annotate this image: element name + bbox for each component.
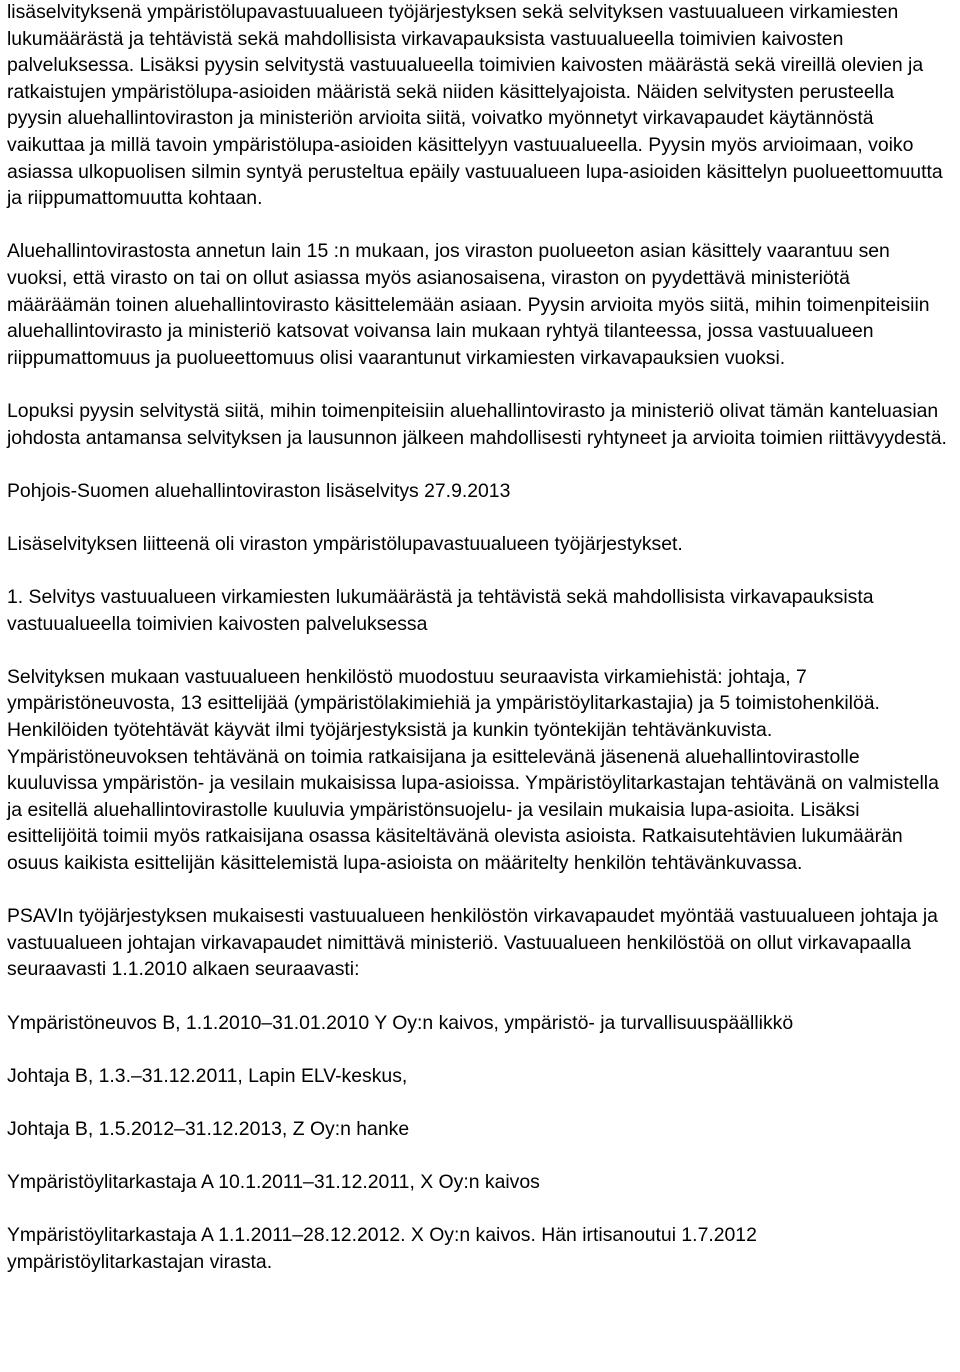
leave-entry: Ympäristöylitarkastaja A 10.1.2011–31.12.2011, X Oy:n kaivos — [7, 1171, 540, 1194]
leave-entry: Johtaja B, 1.5.2012–31.12.2013, Z Oy:n hanke — [7, 1117, 410, 1140]
paragraph-attachment-note: Lisäselvityksen liitteenä oli viraston ympäristölupavastuualueen työjärjestykset. — [7, 532, 683, 555]
paragraph-staff-composition: Selvityksen mukaan vastuualueen henkilöstö muodostuu seuraavista virkamiehistä: johtaja, 7 ympäristöneuvosta, 13 esittelijää (ympäristölakimiehiä ja ympäristöylitarkastajia) ja 5 toimistohenkilöä. Henkilöiden työtehtävät käyvät ilmi työjärjestyksistä ja kunkin työntekijän tehtävänkuvista. Ympäristöneuvoksen tehtävänä on toimia ratkaisijana ja esittelevänä jäsenenä aluehallintovirastolle kuuluvissa ympäristön- ja vesilain mukaisissa lupa-asioissa. Ympäristöylitarkastajan tehtävänä on valmistella ja esitellä aluehallintovirastolle kuuluvia ympäristönsuojelu- ja vesilain mukaisia lupa-asioita. Lisäksi esittelijöitä toimii myös ratkaisijana osassa käsiteltävänä olevista asioista. Ratkaisutehtävien lukumäärän osuus kaikista esittelijän käsittelemistä lupa-asioista on määritelty henkilön tehtävänkuvassa. — [7, 665, 939, 874]
document-body — [7, 0, 953, 1276]
leave-entry: Johtaja B, 1.3.–31.12.2011, Lapin ELV-keskus, — [7, 1064, 408, 1087]
section-heading-additional-report: Pohjois-Suomen aluehallintoviraston lisäselvitys 27.9.2013 — [7, 479, 511, 502]
paragraph-request-clarification: lisäselvityksenä ympäristölupavastuualueen työjärjestyksen sekä selvityksen vastuualueen virkamiesten lukumäärästä ja tehtävistä sekä mahdollisista virkavapauksista vastuualueella toimivien kaivosten palveluksessa. Lisäksi pyysin selvitystä vastuualueella toimivien kaivosten määrästä sekä vireillä olevien ja ratkaistujen ympäristölupa-asioiden määristä sekä niiden käsittelyajoista. Näiden selvitysten perusteella pyysin aluehallintoviraston ja ministeriön arvioita siitä, voivatko myönnetyt virkavapaudet käytännöstä vaikuttaa ja millä tavoin ympäristölupa-asioiden käsittelyyn vastuualueella. Pyysin myös arvioimaan, voiko asiassa ulkopuolisen silmin syntyä perusteltua epäily vastuualueen lupa-asioiden käsittelyn puolueettomuutta ja riippumattomuutta kohtaan. — [7, 1, 943, 210]
paragraph-final-request: Lopuksi pyysin selvitystä siitä, mihin toimenpiteisiin aluehallintovirasto ja ministeriö olivat tämän kanteluasian johdosta antamansa selvityksen ja lausunnon jälkeen mahdollisesti ryhtyneet ja arvioita toimien riittävyydestä. — [7, 399, 947, 449]
leave-entry: Ympäristöneuvos B, 1.1.2010–31.01.2010 Y Oy:n kaivos, ympäristö- ja turvallisuuspäällikkö — [7, 1011, 794, 1034]
paragraph-leave-policy: PSAVIn työjärjestyksen mukaisesti vastuualueen henkilöstön virkavapaudet myöntää vastuualueen johtaja ja vastuualueen johtajan virkavapaudet nimittävä ministeriö. Vastuualueen henkilöstöä on ollut virkavapaalla seuraavasti 1.1.2010 alkaen seuraavasti: — [7, 905, 938, 981]
paragraph-law-section-15: Aluehallintovirastosta annetun lain 15 :n mukaan, jos viraston puolueeton asian käsittely vaarantuu sen vuoksi, että virasto on tai on ollut asiassa myös asianosaisena, viraston on pyydettävä ministeriötä määräämän toinen aluehallintovirasto käsittelemään asiaan. Pyysin arvioita myös siitä, mihin toimenpiteisiin aluehallintovirasto ja ministeriö katsovat voivansa lain mukaan ryhtyä tilanteessa, jossa vastuualueen riippumattomuus ja puolueettomuus olisi vaarantunut virkamiesten virkavapauksien vuoksi. — [7, 240, 930, 369]
section-heading-1: 1. Selvitys vastuualueen virkamiesten lukumäärästä ja tehtävistä sekä mahdollisista virkavapauksista vastuualueella toimivien kaivosten palveluksessa — [7, 586, 874, 635]
leave-entry: Ympäristöylitarkastaja A 1.1.2011–28.12.2012. X Oy:n kaivos. Hän irtisanoutui 1.7.2012 ympäristöylitarkastajan virasta. — [7, 1224, 757, 1273]
